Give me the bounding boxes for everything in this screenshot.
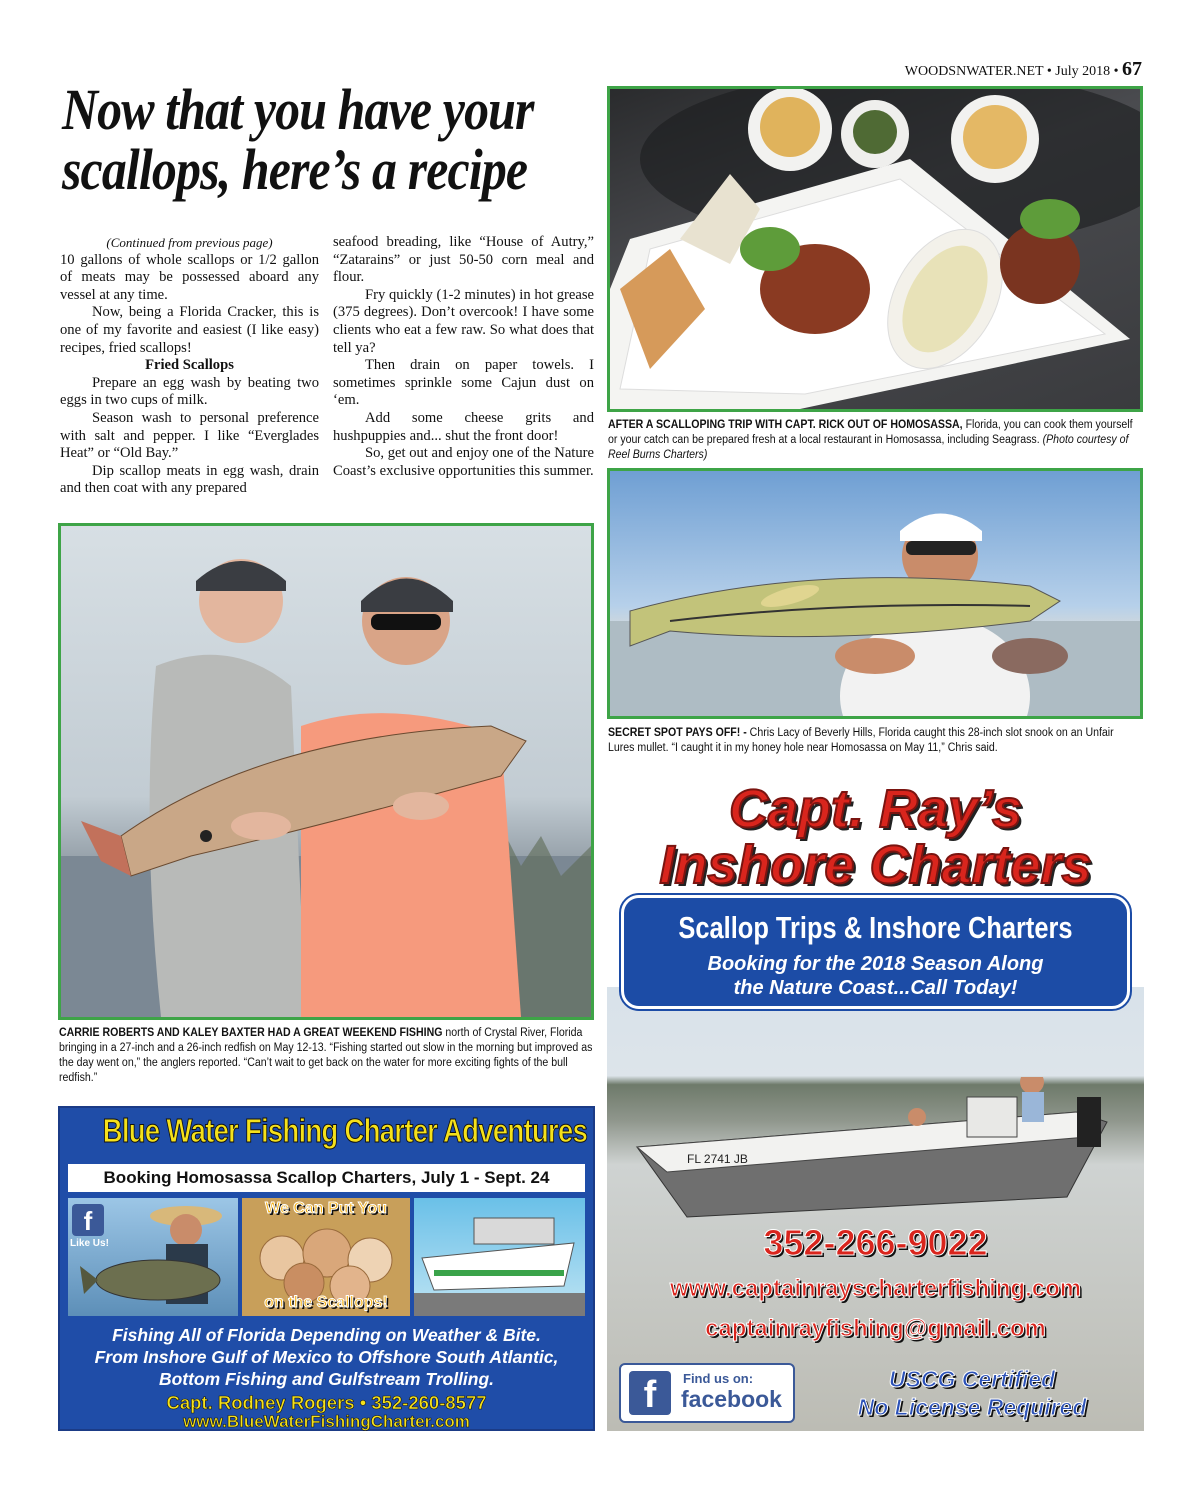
paragraph: Dip scallop meats in egg wash, drain and then coat with any prepared [60,462,319,497]
ad-certifications [807,1365,1137,1421]
paragraph: So, get out and enjoy one of the Nature Coast’s exclusive opportunities this summer. [333,445,594,479]
redfish-illustration [61,526,591,1017]
ad-info-box [621,895,1130,1009]
cert-line: USCG Certified [888,1366,1056,1392]
redfish-photo-caption [59,1026,593,1086]
paragraph: Prepare an egg wash by beating two eggs in two cups of milk. [60,374,319,409]
caption-body: Chris Lacy of Beverly Hills, Florida caught this 28-inch slot snook on an Unfair Lures mullet. “I caught it in my honey hole near Homosassa on May 11,” Chris said. [608,727,1114,754]
ad-booking-banner: Booking Homosassa Scallop Charters, July 1 - Sept. 24 [68,1164,585,1192]
ad-body [60,1324,593,1390]
page-number: 67 [1122,58,1142,80]
folio-date: July 2018 [1055,64,1111,79]
paragraph: 10 gallons of whole scallops or 1/2 gallon of meats may be possessed aboard any vessel at any time. [60,251,319,303]
boat-illustration [414,1198,585,1316]
facebook-icon: f [629,1371,671,1415]
ad-body-line: Fishing All of Florida Depending on Weather & Bite. [112,1325,541,1345]
headline-line-2: scallops, here’s a recipe [62,137,528,202]
article-column-1 [60,234,319,498]
facebook-badge[interactable] [619,1363,795,1423]
skiff-illustration [607,1077,1144,1297]
continued-note: (Continued from previous page) [106,235,273,250]
paragraph: Now, being a Florida Cracker, this is one of my favorite and easiest (I like easy) recipes, fried scallops! [60,304,319,356]
food-photo [607,86,1143,412]
ad-email: captainrayfishing@gmail.com [705,1315,1046,1342]
scallop-tagline-top: We Can Put You [265,1200,387,1217]
scallop-tagline-bottom: on the Scallops! [264,1294,388,1311]
ad-title-line: Capt. Ray’s [728,779,1023,839]
article-headline [62,77,592,202]
charter-boat-photo [414,1198,585,1316]
ad-title-line: Inshore Charters [659,835,1092,895]
ad-phone: 352-266-9022 [763,1222,988,1263]
ad-contact: Capt. Rodney Rogers • 352-260-8577 [166,1392,487,1413]
paragraph: Add some cheese grits and hushpuppies and... shut the front door! [333,409,594,444]
paragraph: Season wash to personal preference with salt and pepper. I like “Everglades Heat” or “Old Bay.” [60,409,319,462]
bluewater-charter-ad [58,1106,595,1431]
food-photo-caption [608,418,1142,463]
angler-photo [68,1198,238,1316]
paragraph: Fry quickly (1-2 minutes) in hot grease (375 degrees). Don’t overcook! I have some clients who eat a few raw. So what does that tell ya? [333,286,594,356]
box-subtitle-line: the Nature Coast...Call Today! [733,977,1018,999]
box-subtitle-line: Booking for the 2018 Season Along [707,953,1044,975]
grouper-illustration [68,1198,238,1316]
paragraph: Then drain on paper towels. I sometimes sprinkle some Cajun dust on ‘em. [333,357,594,409]
folio-site: WOODSNWATER.NET [904,64,1044,79]
fb-find-label: Find us on: [683,1371,754,1386]
caption-lead: CARRIE ROBERTS AND KALEY BAXTER HAD A GREAT WEEKEND FISHING [59,1027,443,1039]
caption-lead: AFTER A SCALLOPING TRIP WITH CAPT. RICK OUT OF HOMOSASSA, [608,419,963,431]
box-title: Scallop Trips & Inshore Charters [678,910,1073,945]
redfish-photo [58,523,594,1020]
like-us-label: Like Us! [70,1238,109,1249]
page-folio: WOODSNWATER.NET • July 2018 • 67 [904,58,1142,80]
headline-line-1: Now that you have your [62,77,534,142]
caption-body: Florida, you can cook them yourself or your catch can be prepared fresh at a local restaurant in Homosassa, including Seagrass. [608,419,1133,446]
food-illustration [610,89,1140,409]
boat-registration: FL 2741 JB [687,1152,748,1166]
ad-body-line: Bottom Fishing and Gulfstream Trolling. [158,1369,495,1389]
facebook-icon: f [72,1204,104,1236]
snook-photo-caption [608,726,1142,756]
capt-rays-charters-ad [607,777,1144,1431]
photo-credit: (Photo courtesy of Reel Burns Charters) [608,434,1129,461]
recipe-title: Fried Scallops [145,357,234,374]
caption-body: north of Crystal River, Florida bringing in a 27-inch and a 26-inch redfish on May 12-13. “Fishing started out slow in the morning but improved as the day went on,” the anglers reported. “Can’t wait to get back on the water for more exciting fights of the bull redfish.” [59,1027,593,1084]
caption-lead: SECRET SPOT PAYS OFF! - [608,727,747,739]
ad-title [607,781,1144,893]
ad-website: www.captainrayscharterfishing.com [669,1275,1082,1302]
scallops-photo [242,1198,410,1316]
ad-website: www.BlueWaterFishingCharter.com [183,1412,470,1431]
fb-name: facebook [681,1386,782,1412]
ad-title: Blue Water Fishing Charter Adventures [102,1112,588,1149]
ad-body-line: From Inshore Gulf of Mexico to Offshore South Atlantic, [94,1347,559,1367]
paragraph: seafood breading, like “House of Autry,” “Zatarains” or just 50-50 corn meal and flour. [333,234,594,286]
cert-line: No License Required [857,1394,1087,1420]
article-column-2 [333,234,594,480]
snook-illustration [610,471,1140,716]
snook-photo [607,468,1143,719]
